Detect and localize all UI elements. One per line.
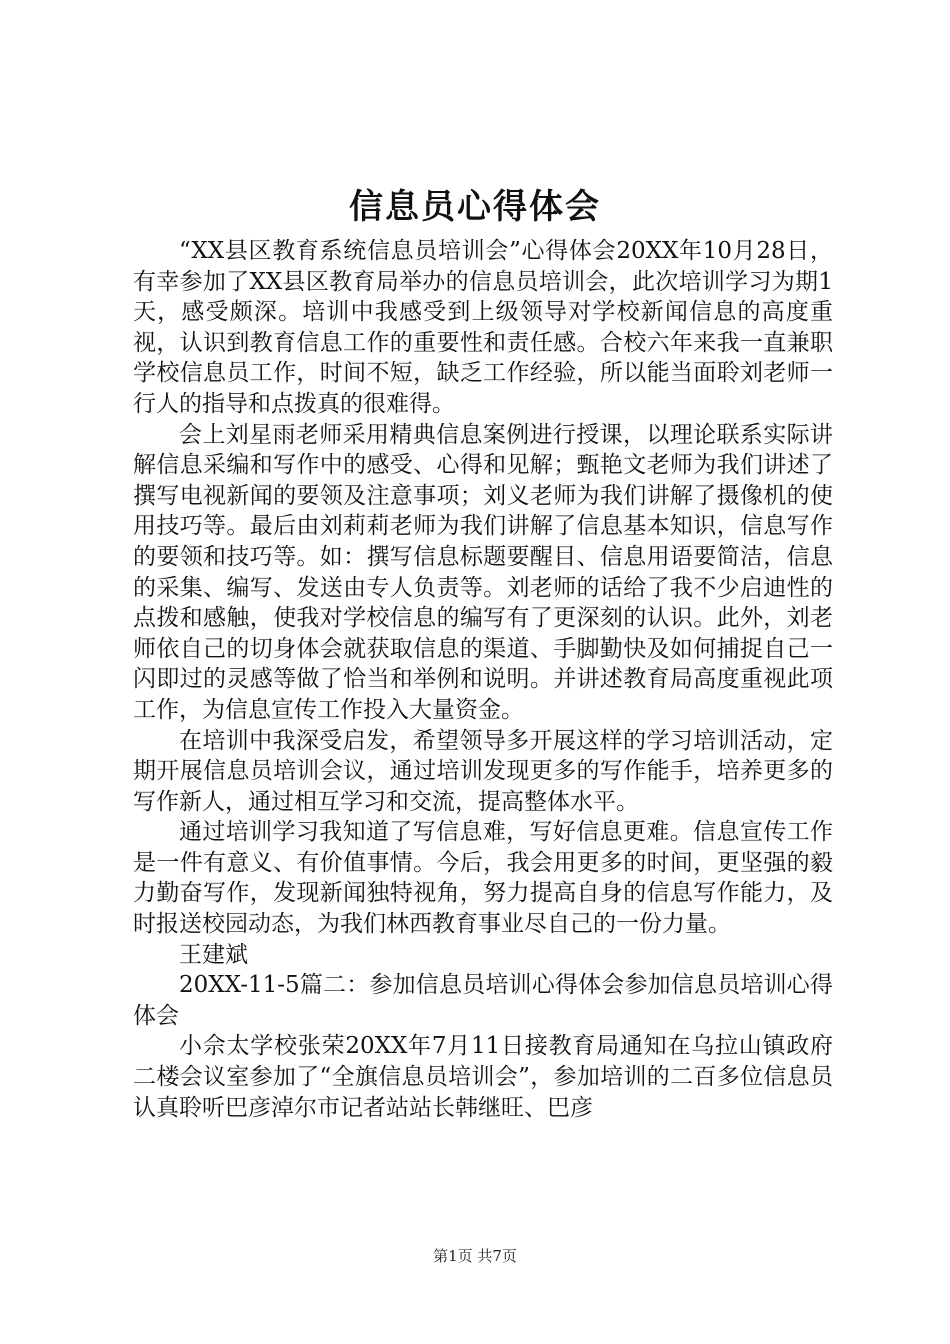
paragraph-5: 小佘太学校张荣20XX年7月11日接教育局通知在乌拉山镇政府二楼会议室参加了“全旗信息员培训会”，参加培训的二百多位信息员认真聆听巴彦淖尔市记者站站长韩继旺、巴彦: [133, 1033, 833, 1121]
paragraph-3: 在培训中我深受启发，希望领导多开展这样的学习培训活动，定期开展信息员培训会议，通过培训发现更多的写作能手，培养更多的写作新人，通过相互学习和交流，提高整体水平。: [133, 727, 833, 815]
paragraph-1: “XX县区教育系统信息员培训会”心得体会20XX年10月28日，有幸参加了XX县区教育局举办的信息员培训会，此次培训学习为期1天，感受颇深。培训中我感受到上级领导对学校新闻信息的高度重视，认识到教育信息工作的重要性和责任感。合校六年来我一直兼职学校信息员工作，时间不短，缺乏工作经验，所以能当面聆刘老师一行人的指导和点拨真的很难得。: [133, 238, 833, 417]
page-number-footer: 第1页 共7页: [433, 1247, 517, 1265]
author-signature: 王建斌: [179, 941, 248, 968]
paragraph-2: 会上刘星雨老师采用精典信息案例进行授课，以理论联系实际讲解信息采编和写作中的感受、心得和见解；甄艳文老师为我们讲述了撰写电视新闻的要领及注意事项；刘义老师为我们讲解了摄像机的使用技巧等。最后由刘莉莉老师为我们讲解了信息基本知识，信息写作的要领和技巧等。如：撰写信息标题要醒目、信息用语要简洁，信息的采集、编写、发送由专人负责等。刘老师的话给了我不少启迪性的点拨和感触，使我对学校信息的编写有了更深刻的认识。此外，刘老师依自己的切身体会就获取信息的渠道、手脚勤快及如何捕捉自己一闪即过的灵感等做了恰当和举例和说明。并讲述教育局高度重视此项工作，为信息宣传工作投入大量资金。: [133, 421, 833, 723]
document-body: [133, 236, 833, 1123]
page-title: 信息员心得体会: [349, 187, 601, 227]
paragraph-4: 通过培训学习我知道了写信息难，写好信息更难。信息宣传工作是一件有意义、有价值事情。今后，我会用更多的时间，更坚强的毅力勤奋写作，发现新闻独特视角，努力提高自身的信息写作能力，及时报送校园动态，为我们林西教育事业尽自己的一份力量。: [133, 819, 833, 938]
paragraph-date-section-heading: 20XX-11-5篇二：参加信息员培训心得体会参加信息员培训心得体会: [133, 972, 833, 1029]
